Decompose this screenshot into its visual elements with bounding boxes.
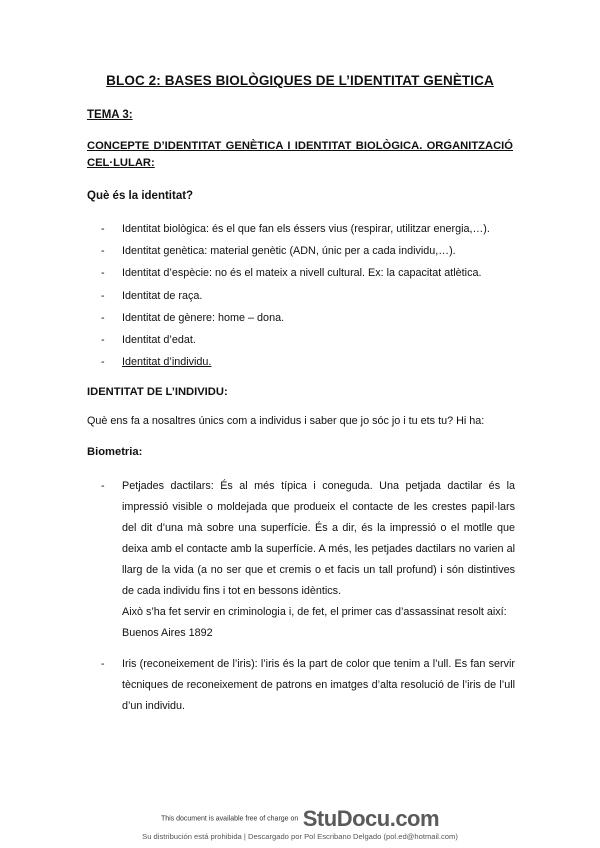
tema-heading: TEMA 3:: [87, 109, 133, 121]
free-charge-text: This document is available free of charge on: [160, 815, 299, 823]
list-item: [87, 244, 517, 266]
iris-bullet: [87, 654, 515, 717]
list-item-text: Identitat genètica: material genètic (ADN, únic per a cada individu,…).: [122, 245, 456, 258]
list-dash: -: [101, 311, 105, 324]
list-item: [87, 333, 517, 355]
que-es-heading: Què és la identitat?: [87, 190, 194, 202]
list-item: [87, 355, 517, 377]
petjades-bullet: [87, 476, 515, 644]
concepte-heading: [87, 138, 513, 172]
list-item: [87, 222, 517, 244]
list-item-text: Identitat biològica: és el que fan els éssers vius (respirar, utilitzar energia,…).: [122, 223, 490, 235]
list-item: [87, 311, 517, 333]
identitat-individu-heading: IDENTITAT DE L’INDIVIDU:: [87, 386, 228, 398]
list-item-text: Identitat d’individu.: [122, 356, 212, 369]
studocu-logo[interactable]: [303, 806, 439, 831]
document-title: BLOC 2: BASES BIOLÒGIQUES DE L’IDENTITAT GENÈTICA: [106, 73, 494, 88]
list-item: [87, 289, 517, 311]
petjades-extra-1: Això s’ha fet servir en criminologia i, de fet, el primer cas d’assassinat resolt així:: [122, 606, 507, 618]
petjades-extra-2: Buenos Aires 1892: [122, 627, 213, 639]
list-dash: -: [101, 333, 105, 346]
iris-text: Iris (reconeixement de l’iris): l’iris és la part de color que tenim a l’ull. Es fan servir tècniques de reconeixement de patrons en imatges d’alta resolució de l’iris de l’ull d’un individu.: [122, 658, 515, 712]
studocu-logo-tld: .com: [389, 806, 440, 831]
list-item-text: Identitat d’edat.: [122, 333, 196, 346]
list-dash: -: [101, 356, 105, 369]
concepte-heading-line2: CEL·LULAR:: [87, 157, 155, 169]
list-dash: -: [101, 245, 105, 258]
identitat-list: [87, 222, 517, 377]
list-dash: -: [101, 223, 105, 235]
individu-paragraph: Què ens fa a nosaltres únics com a individus i saber que jo sóc jo i tu ets tu? Hi ha:: [87, 415, 485, 427]
concepte-heading-line1: CONCEPTE D’IDENTITAT GENÈTICA I IDENTITAT BIOLÒGICA. ORGANITZACIÓ: [87, 140, 513, 152]
studocu-logo-name: StuDocu: [302, 806, 390, 831]
list-dash: -: [101, 480, 105, 492]
list-item: [87, 266, 517, 288]
list-dash: -: [101, 658, 105, 670]
list-dash: -: [101, 289, 105, 302]
biometria-heading: Biometria:: [87, 446, 143, 458]
list-item-text: Identitat d’espècie: no és el mateix a nivell cultural. Ex: la capacitat atlètica.: [122, 267, 482, 280]
studocu-footer: [0, 806, 600, 832]
list-item-text: Identitat de gènere: home – dona.: [122, 311, 285, 324]
petjades-text: Petjades dactilars: És al més típica i coneguda. Una petjada dactilar és la impressió visible o moldejada que produeix el contacte de les crestes papil·lars del dit d’una mà sobre una superfície. És a dir, és la impressió o el motlle que deixa amb el contacte amb la superfície. A més, les petjades dactilars no varien al llarg de la vida (a no ser que et cremis o et facis un tall profund) i són distintives de cada individu fins i tot en bessons idèntics.: [122, 480, 515, 597]
list-dash: -: [101, 267, 105, 280]
list-item-text: Identitat de raça.: [122, 289, 203, 302]
distribution-notice: Su distribución está prohibida | Descargado por Pol Escribano Delgado (pol.ed@hotmail.com): [142, 832, 458, 841]
